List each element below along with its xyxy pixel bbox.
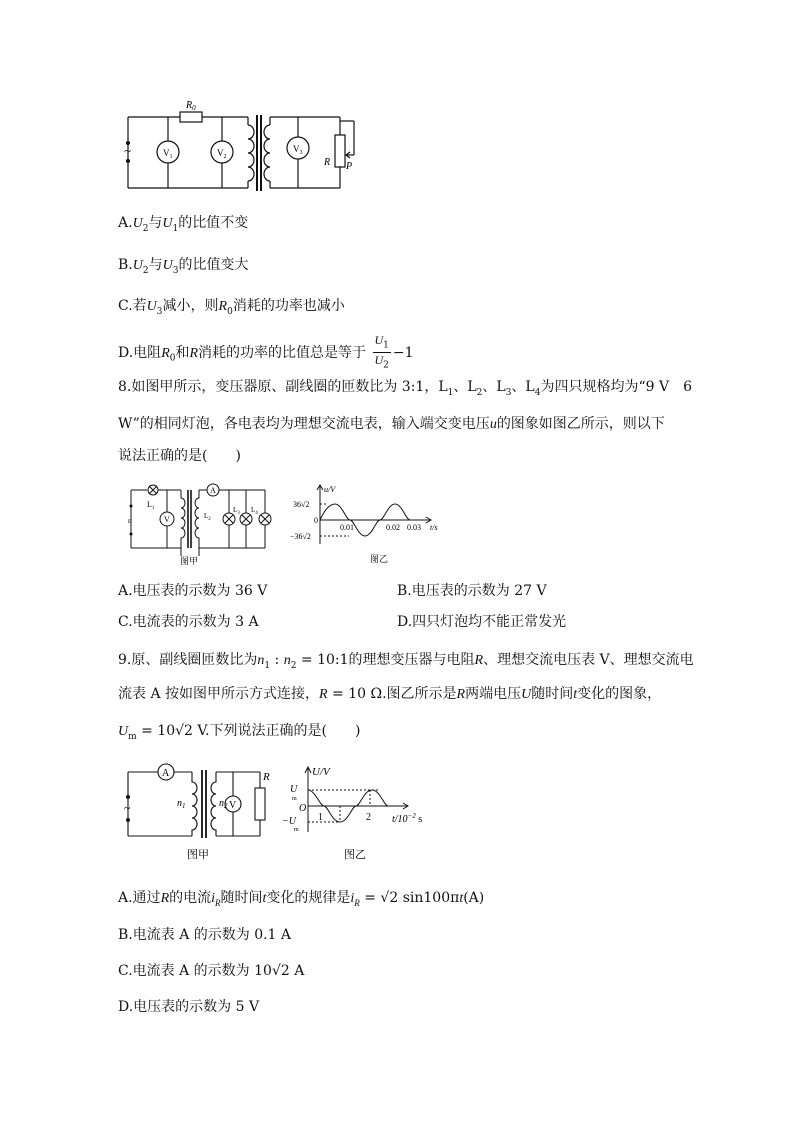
svg-text:−36√2: −36√2 (290, 532, 311, 541)
svg-text:L4: $L_4$ (251, 506, 258, 516)
svg-text:0: 0 (314, 516, 318, 525)
q9-option-b[interactable]: B.电流表 A 的示数为 0.1 A (118, 927, 292, 943)
svg-text:V: V (229, 800, 237, 811)
svg-text:−U: −U (282, 816, 296, 827)
q7-option-b[interactable]: $B.U_2$与$U_3$的比值变大 (118, 257, 249, 276)
svg-text:n1: $n_1$ (177, 798, 186, 810)
svg-text:V2: $V_2$ (217, 148, 227, 160)
q9-figure-a-caption: 图甲 (187, 849, 209, 861)
q8-figure-a-caption: 图甲 (180, 556, 199, 566)
q8-option-c[interactable]: C.电流表的示数为 3 A (118, 614, 259, 630)
voltage-ratio-fraction: $\frac{U_1}{U_2}$ (374, 333, 389, 371)
svg-text:2: 2 (366, 812, 371, 823)
q8-stem-line-1: 8.如图甲所示，变压器原、副线圈的匝数比为 3:1，$L_1$、$L_2$、$L_3$、$L_4$为四只规格均为“9 V 6 (118, 379, 693, 398)
svg-text:V: V (164, 515, 170, 524)
svg-text:0.02: 0.02 (386, 523, 400, 532)
svg-text:O: O (299, 803, 307, 814)
svg-text:t/s: t/s (430, 523, 438, 532)
svg-text:U: U (290, 784, 298, 795)
q8-option-a[interactable]: A.电压表的示数为 36 V (118, 583, 268, 599)
svg-text:L3: $L_3$ (233, 506, 240, 516)
svg-text:L1: $L_1$ (147, 500, 155, 511)
svg-text:A: A (210, 486, 216, 495)
svg-text:m: m (292, 796, 297, 802)
q9-stem-line-1: 9.原、副线圈匝数比为$n_1$ : $n_2$ = 10:1的理想变压器与电阻R、理想交流电压表 V、理想交流电 (118, 652, 694, 671)
svg-text:A: A (162, 768, 170, 779)
svg-text:t/10−2 s: $t/10^{-2}$ s (392, 812, 423, 825)
q8-option-b[interactable]: B.电压表的示数为 27 V (397, 583, 547, 599)
q7-option-a[interactable]: $A.U_2$与$U_1$的比值不变 (118, 215, 249, 234)
q8-figure-a-circuit (125, 482, 275, 572)
svg-text:U/V: U/V (312, 766, 330, 778)
svg-text:1: 1 (318, 812, 323, 823)
svg-text:V1: $V_1$ (163, 148, 173, 160)
svg-text:~: ~ (124, 801, 131, 815)
svg-text:u/V: u/V (324, 485, 336, 494)
q8-figure-b-caption: 图乙 (370, 554, 389, 564)
q8-stem-line-3: 说法正确的是( ) (118, 448, 241, 464)
svg-text:R: R (263, 771, 270, 783)
q9-figure-a-circuit (120, 762, 275, 862)
q8-stem-line-2: W”的相同灯泡，各电表均为理想交流电表，输入端交变电压u的图象如图乙所示，则以下 (118, 416, 665, 432)
svg-text:n2: $n_2$ (219, 798, 228, 810)
q9-stem-line-2: 流表 A 按如图甲所示方式连接，R = 10 Ω.图乙所示是R两端电压U随时间t变化的图象， (118, 686, 662, 702)
svg-text:m: m (294, 827, 299, 833)
svg-text:L2: $L_2$ (204, 512, 211, 522)
svg-text:0.03: 0.03 (407, 523, 421, 532)
svg-text:R0: $R_0$ (186, 100, 196, 112)
q8-option-d[interactable]: D.四只灯泡均不能正常发光 (397, 614, 567, 630)
svg-text:36√2: 36√2 (293, 500, 310, 509)
q7-circuit-figure (118, 95, 363, 195)
q7-source-symbol: ~ (124, 143, 132, 158)
q9-figure-b-waveform (282, 762, 462, 862)
q8-figure-b-waveform (290, 482, 460, 567)
q9-stem-line-3: $U_m = 10√2$ V.下列说法正确的是( ) (118, 723, 361, 742)
q9-option-c[interactable]: C.电流表 A 的示数为 10√2 A (118, 963, 305, 979)
svg-text:R: R (324, 157, 331, 168)
q9-option-d[interactable]: D.电压表的示数为 5 V (118, 999, 260, 1015)
q9-option-a[interactable]: A.通过R的电流$i_R$随时间t变化的规律是$i_R = √2$ sin100πt(A) (118, 890, 485, 908)
svg-text:0.01: 0.01 (340, 523, 354, 532)
q7-option-d[interactable]: D.电阻$R_0$和R消耗的功率的比值总是等于 $\frac{U_1}{U_2}$ −1 (118, 333, 414, 371)
q9-figure-b-caption: 图乙 (344, 849, 366, 861)
svg-text:u: u (128, 516, 132, 525)
svg-text:V3: $V_3$ (293, 144, 303, 156)
q7-option-c[interactable]: C.若$U_3$减小，则$R_0$消耗的功率也减小 (118, 298, 345, 317)
svg-text:P: P (346, 161, 353, 172)
